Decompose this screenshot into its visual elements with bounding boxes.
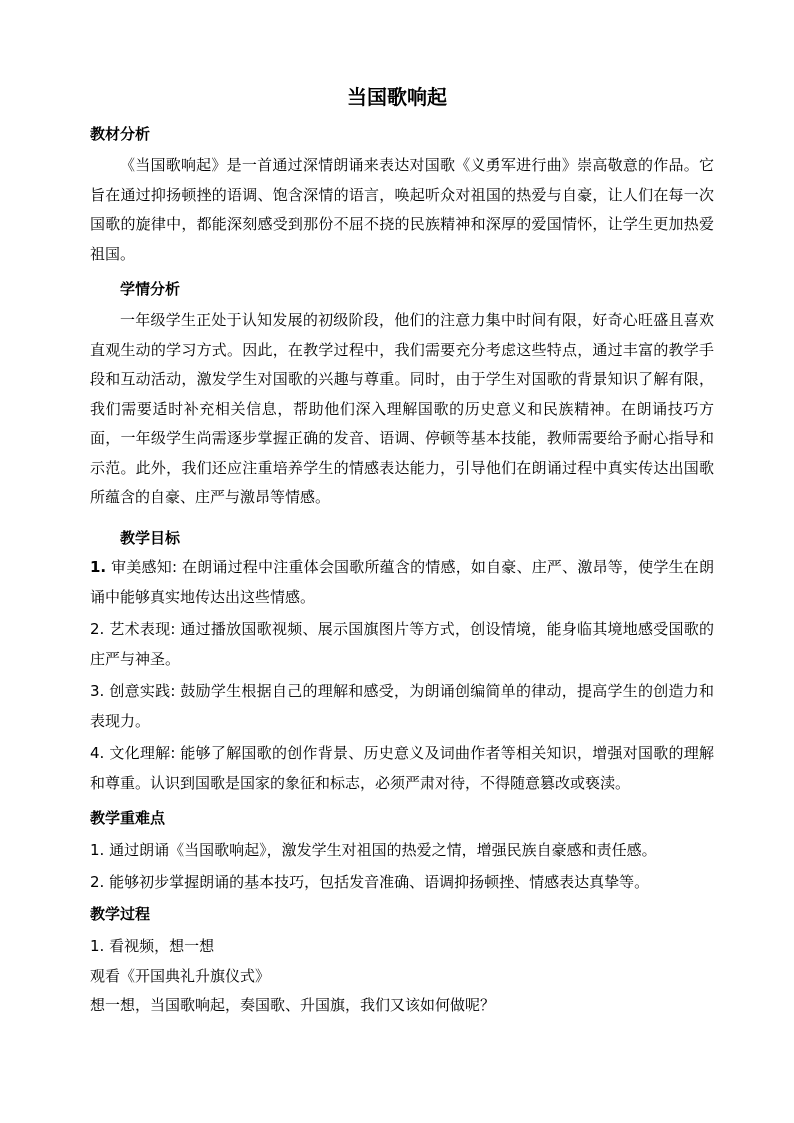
process-line: 想一想，当国歌响起，奏国歌、升国旗，我们又该如何做呢？ xyxy=(90,996,496,1014)
goal-text: 审美感知: 在朗诵过程中注重体会国歌所蕴含的情感，如自豪、庄严、激昂等，使学生在朗诵中能够真实地传达出这些情感。 xyxy=(90,558,714,606)
student-analysis-heading: 学情分析 xyxy=(120,280,181,298)
material-analysis-heading: 教材分析 xyxy=(90,125,151,143)
key-points-heading: 教学重难点 xyxy=(90,809,166,827)
goal-item xyxy=(90,553,714,612)
key-point-item: 2. 能够初步掌握朗诵的基本技巧，包括发音准确、语调抑扬顿挫、情感表达真挚等。 xyxy=(90,872,650,891)
goal-item xyxy=(90,677,714,736)
teaching-process-heading: 教学过程 xyxy=(90,905,151,923)
teaching-goals-heading: 教学目标 xyxy=(120,529,181,547)
key-point-item: 1. 通过朗诵《当国歌响起》，激发学生对祖国的热爱之情，增强民族自豪感和责任感。 xyxy=(90,841,657,859)
goal-item xyxy=(90,739,714,798)
key-points-section xyxy=(90,808,714,897)
goal-text: 创意实践: 鼓励学生根据自己的理解和感受，为朗诵创编简单的律动，提高学生的创造力和表现力。 xyxy=(90,682,714,730)
goal-item xyxy=(90,615,714,674)
student-analysis-text: 一年级学生正处于认知发展的初级阶段，他们的注意力集中时间有限，好奇心旺盛且喜欢直观生动的学习方式。因此，在教学过程中，我们需要充分考虑这些特点，通过丰富的教学手段和互动活动，激发学生对国歌的兴趣与尊重。同时，由于学生对国歌的背景知识了解有限，我们需要适时补充相关信息，帮助他们深入理解国歌的历史意义和民族精神。在朗诵技巧方面，一年级学生尚需逐步掌握正确的发音、语调、停顿等基本技能，教师需要给予耐心指导和示范。此外，我们还应注重培养学生的情感表达能力，引导他们在朗诵过程中真实传达出国歌所蕴含的自豪、庄严与激昂等情感。 xyxy=(90,311,714,506)
goal-number: 2. xyxy=(90,620,105,638)
teaching-goals-section xyxy=(90,528,714,798)
goal-text: 艺术表现: 通过播放国歌视频、展示国旗图片等方式，创设情境，能身临其境地感受国歌的庄严与神圣。 xyxy=(90,620,714,668)
goal-number: 1. xyxy=(90,558,107,576)
process-line: 1. 看视频，想一想 xyxy=(90,937,215,955)
goal-number: 3. xyxy=(90,682,105,700)
teaching-process-section xyxy=(90,904,714,1021)
material-analysis-text: 《当国歌响起》是一首通过深情朗诵来表达对国歌《义勇军进行曲》崇高敬意的作品。它旨在通过抑扬顿挫的语调、饱含深情的语言，唤起听众对祖国的热爱与自豪，让人们在每一次国歌的旋律中，都能深刻感受到那份不屈不挠的民族精神和深厚的爱国情怀，让学生更加热爱祖国。 xyxy=(90,156,714,263)
process-line: 观看《开国典礼升旗仪式》 xyxy=(90,966,271,985)
document-title: 当国歌响起 xyxy=(347,85,447,109)
student-analysis-section xyxy=(90,279,714,513)
goal-number: 4. xyxy=(90,744,105,762)
goal-text: 文化理解: 能够了解国歌的创作背景、历史意义及词曲作者等相关知识，增强对国歌的理解和尊重。认识到国歌是国家的象征和标志，必须严肃对待，不得随意篡改或亵渎。 xyxy=(90,744,714,792)
material-analysis-section xyxy=(90,124,714,269)
